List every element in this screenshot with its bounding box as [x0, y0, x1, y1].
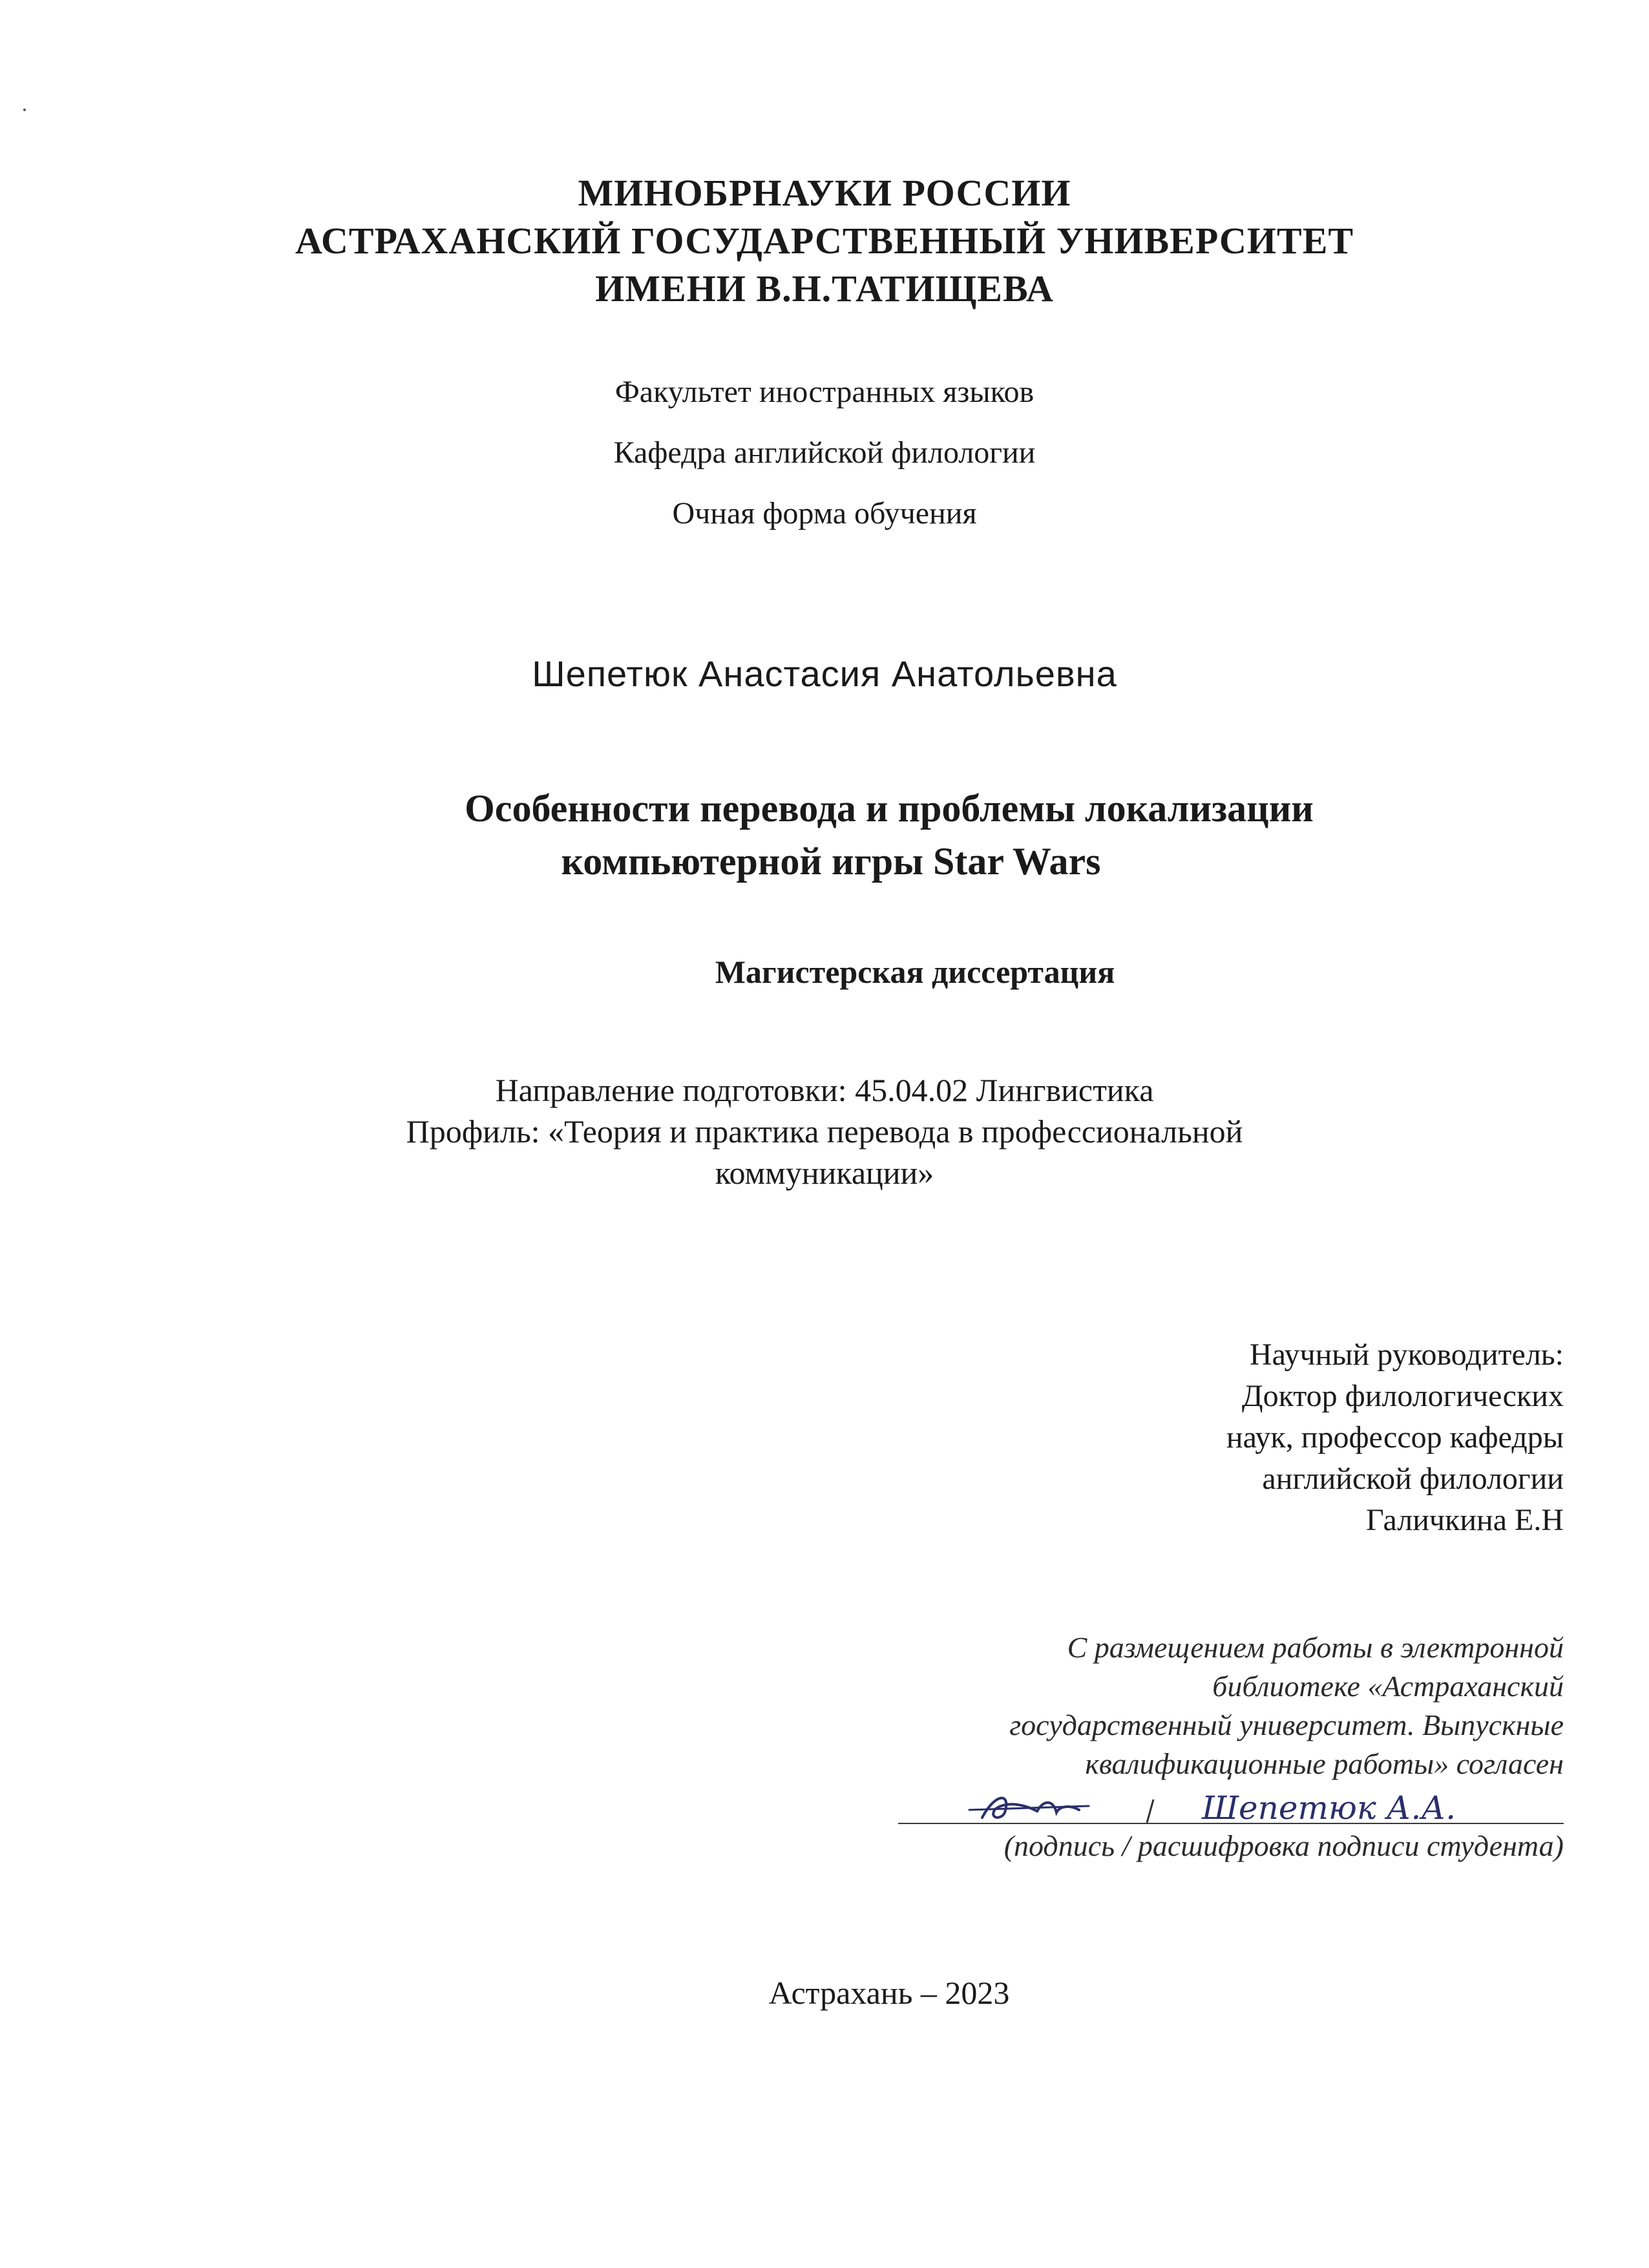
author-name: Шепетюк Анастасия Анатольевна — [532, 653, 1117, 694]
signature-transcription: Шепетюк А.А. — [1202, 1789, 1456, 1827]
supervisor-block — [1226, 1334, 1564, 1541]
thesis-title-line2: компьютерной игры Star Wars — [561, 840, 1101, 883]
program-direction: Направление подготовки: 45.04.02 Лингвистика — [495, 1072, 1154, 1108]
program-block — [0, 1069, 1649, 1193]
consent-line1: С размещением работы в электронной — [1067, 1631, 1564, 1664]
consent-line2: библиотеке «Астраханский — [1212, 1670, 1564, 1703]
supervisor-heading: Научный руководитель: — [1249, 1338, 1564, 1372]
library-consent-block — [1009, 1628, 1564, 1783]
study-form: Очная форма обучения — [672, 496, 977, 530]
handwritten-signature — [898, 1780, 1564, 1832]
city-year-wrapper — [0, 1974, 1649, 2011]
department-name: Кафедра английской филологии — [613, 436, 1036, 470]
signature-row — [898, 1780, 1564, 1832]
consent-line4: квалификационные работы» согласен — [1085, 1747, 1564, 1780]
supervisor-degree-line1: Доктор филологических — [1241, 1379, 1564, 1413]
faculty-name: Факультет иностранных языков — [614, 375, 1035, 409]
faculty-block — [0, 362, 1649, 544]
university-name-line2: ИМЕНИ В.Н.ТАТИЩЕВА — [595, 268, 1054, 310]
supervisor-name: Галичкина Е.Н — [1365, 1503, 1564, 1537]
scan-speck — [23, 109, 26, 111]
program-profile-line2: коммуникации» — [715, 1155, 934, 1191]
organization-header — [0, 169, 1649, 313]
university-name-line1: АСТРАХАНСКИЙ ГОСУДАРСТВЕННЫЙ УНИВЕРСИТЕТ — [295, 220, 1354, 262]
program-profile-line1: Профиль: «Теория и практика перевода в профессиональной — [406, 1113, 1243, 1150]
signature-caption: (подпись / расшифровка подписи студента) — [1003, 1829, 1564, 1862]
ministry-name: МИНОБРНАУКИ РОССИИ — [578, 172, 1071, 214]
city-year: Астрахань – 2023 — [768, 1975, 1010, 2011]
thesis-title — [0, 782, 1649, 888]
consent-line3: государственный университет. Выпускные — [1009, 1708, 1564, 1741]
work-type: Магистерская диссертация — [715, 954, 1115, 990]
supervisor-degree-line2: наук, профессор кафедры — [1226, 1420, 1564, 1454]
work-type-wrapper — [0, 953, 1649, 991]
supervisor-degree-line3: английской филологии — [1262, 1462, 1564, 1496]
thesis-title-line1: Особенности перевода и проблемы локализации — [465, 787, 1314, 830]
